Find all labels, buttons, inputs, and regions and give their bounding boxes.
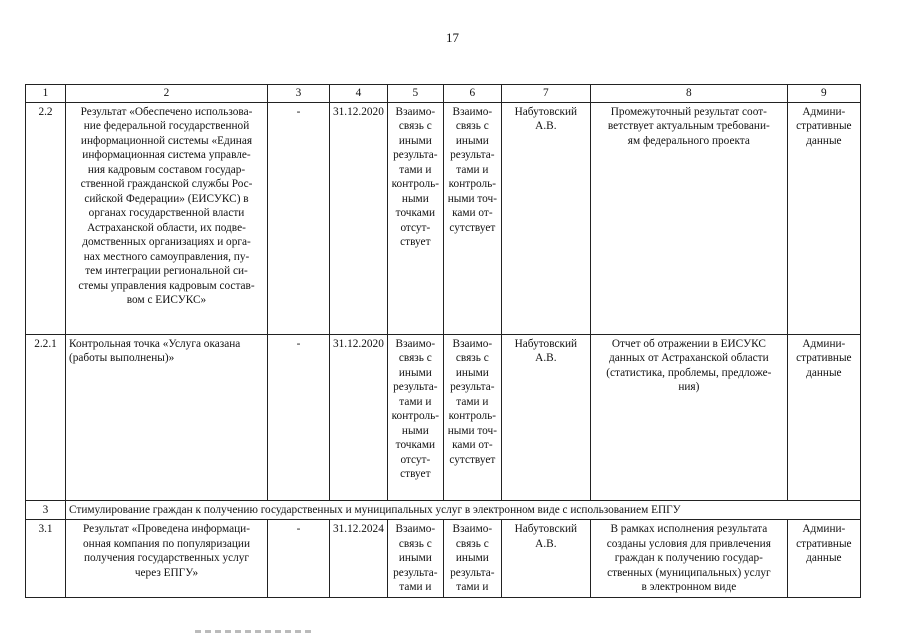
- text-line: сутствует: [449, 221, 496, 234]
- result-description: [590, 520, 787, 598]
- responsible-person: [501, 334, 590, 500]
- text-line: результа-: [393, 566, 438, 579]
- row-id: 2.2.1: [26, 334, 66, 500]
- text-line: (статистика, проблемы, предложе-: [606, 366, 772, 379]
- end-date: 31.12.2024: [330, 520, 388, 598]
- column-header: 5: [387, 85, 443, 103]
- responsible-person: [501, 102, 590, 334]
- text-line: ными точ-: [447, 424, 497, 437]
- text-line: стративные: [796, 537, 852, 550]
- result-description: [590, 102, 787, 334]
- text-line: Взаимо-: [395, 337, 436, 350]
- text-line: сийской Федерации» (ЕИСУКС) в: [84, 192, 249, 205]
- text-line: Набутовский: [514, 523, 578, 535]
- text-line: контроль-: [448, 178, 497, 190]
- data-source: [787, 102, 860, 334]
- text-line: иными: [398, 552, 432, 564]
- text-line: связь с: [455, 537, 489, 550]
- section-row: [26, 500, 861, 520]
- text-line: получения государственных услуг: [83, 552, 250, 564]
- text-line: ными: [401, 192, 429, 205]
- text-line: данные: [806, 134, 842, 147]
- text-line: данные: [806, 366, 842, 379]
- result-name: [66, 520, 268, 598]
- table-row: [26, 334, 861, 500]
- result-name: [66, 102, 268, 334]
- text-line: тами и: [456, 395, 489, 408]
- text-line: Взаимо-: [452, 105, 493, 118]
- page-number: 17: [446, 30, 459, 45]
- text-line: Взаимо-: [395, 105, 436, 118]
- column-header: 9: [787, 85, 860, 103]
- text-line: ние федеральной государственной: [83, 120, 250, 132]
- text-line: Набутовский: [514, 337, 578, 350]
- text-line: ными точ-: [447, 192, 497, 205]
- section-title: Стимулирование граждан к получению государственных и муниципальных услуг в электронном виде с использованием ЕПГУ: [66, 500, 861, 520]
- text-line: Отчет об отражении в ЕИСУКС: [611, 337, 766, 350]
- text-line: отсут-: [400, 221, 431, 234]
- text-line: тами и: [399, 581, 432, 593]
- text-line: ными: [401, 424, 429, 437]
- text-line: контроль-: [391, 178, 440, 190]
- text-line: Контрольная точка «Услуга оказана: [69, 337, 241, 350]
- text-line: контроль-: [448, 410, 497, 422]
- text-line: ния кадровым составом государ-: [87, 163, 246, 176]
- text-line: ям федерального проекта: [627, 134, 750, 147]
- relation-cell: [387, 520, 443, 598]
- start-date: -: [268, 520, 330, 598]
- text-line: иными: [398, 134, 432, 147]
- text-line: ками от-: [452, 207, 493, 219]
- row-id: 3.1: [26, 520, 66, 598]
- text-line: ветствует актуальным требовани-: [607, 120, 770, 132]
- text-line: в электронном виде: [641, 581, 737, 593]
- text-line: сутствует: [449, 453, 496, 466]
- text-line: результа-: [393, 381, 438, 393]
- text-line: иными: [455, 134, 489, 147]
- text-line: результа-: [450, 149, 495, 161]
- responsible-person: [501, 520, 590, 598]
- text-line: Набутовский: [514, 105, 578, 118]
- text-line: результа-: [450, 381, 495, 393]
- text-line: домственных организациях и орга-: [82, 236, 251, 248]
- relation-cell: [387, 102, 443, 334]
- text-line: информационная система управле-: [82, 149, 251, 161]
- text-line: информационной системы «Единая: [80, 134, 253, 147]
- data-source: [787, 334, 860, 500]
- text-line: А.В.: [535, 537, 557, 550]
- end-date: 31.12.2020: [330, 334, 388, 500]
- text-line: тами и: [399, 395, 432, 408]
- text-line: ствует: [400, 468, 431, 480]
- start-date: -: [268, 102, 330, 334]
- text-line: через ЕПГУ»: [134, 566, 199, 579]
- start-date: -: [268, 334, 330, 500]
- text-line: тами и: [456, 581, 489, 593]
- control-point-name: [66, 334, 268, 500]
- table-row: [26, 102, 861, 334]
- text-line: Промежуточный результат соот-: [610, 105, 767, 118]
- text-line: (работы выполнены)»: [69, 352, 175, 364]
- text-line: граждан к получению государ-: [614, 552, 763, 564]
- text-line: связь с: [398, 537, 432, 550]
- text-line: связь с: [398, 120, 432, 132]
- text-line: ственной гражданской службы Рос-: [80, 178, 253, 190]
- result-description: [590, 334, 787, 500]
- text-line: стемы управления кадровым состав-: [78, 279, 255, 292]
- text-line: органах государственной власти: [88, 207, 245, 219]
- text-line: точками: [395, 439, 436, 451]
- plan-table: [25, 84, 861, 598]
- text-line: ствует: [400, 236, 431, 248]
- relation-cell: [443, 520, 501, 598]
- text-line: Админи-: [802, 105, 846, 118]
- text-line: Результат «Обеспечено использова-: [80, 105, 253, 118]
- text-line: результа-: [393, 149, 438, 161]
- text-line: стративные: [796, 120, 852, 132]
- text-line: Взаимо-: [452, 337, 493, 350]
- column-header: 2: [66, 85, 268, 103]
- row-id: 2.2: [26, 102, 66, 334]
- text-line: данные: [806, 552, 842, 564]
- text-line: связь с: [398, 352, 432, 364]
- column-header: 3: [268, 85, 330, 103]
- text-line: Админи-: [802, 523, 846, 535]
- text-line: Астраханской области, их подве-: [87, 221, 246, 234]
- text-line: вом с ЕИСУКС»: [126, 294, 207, 306]
- text-line: Результат «Проведена информаци-: [83, 523, 250, 535]
- text-line: ственных (муниципальных) услуг: [607, 566, 771, 579]
- text-line: онная компания по популяризации: [83, 537, 250, 550]
- text-line: отсут-: [400, 453, 431, 466]
- section-id: 3: [26, 500, 66, 520]
- text-line: контроль-: [391, 410, 440, 422]
- table-row: [26, 520, 861, 598]
- column-header: 8: [590, 85, 787, 103]
- text-line: созданы условия для привлечения: [606, 537, 771, 550]
- data-source: [787, 520, 860, 598]
- column-header: 7: [501, 85, 590, 103]
- column-header: 1: [26, 85, 66, 103]
- text-line: В рамках исполнения результата: [610, 523, 768, 535]
- column-header: 6: [443, 85, 501, 103]
- column-header: 4: [330, 85, 388, 103]
- text-line: точками: [395, 207, 436, 219]
- text-line: ния): [678, 381, 700, 393]
- text-line: связь с: [455, 352, 489, 364]
- end-date: 31.12.2020: [330, 102, 388, 334]
- relation-cell: [443, 102, 501, 334]
- text-line: стративные: [796, 352, 852, 364]
- text-line: Взаимо-: [395, 523, 436, 535]
- relation-cell: [443, 334, 501, 500]
- text-line: нах местного самоуправления, пу-: [83, 250, 250, 263]
- text-line: результа-: [450, 566, 495, 579]
- text-line: данных от Астраханской области: [609, 352, 769, 364]
- relation-cell: [387, 334, 443, 500]
- text-line: иными: [398, 366, 432, 379]
- text-line: тем интеграции региональной си-: [85, 265, 248, 277]
- text-line: Взаимо-: [452, 523, 493, 535]
- text-line: тами и: [456, 163, 489, 176]
- text-line: Админи-: [802, 337, 846, 350]
- text-line: А.В.: [535, 352, 557, 364]
- header-row: [26, 85, 861, 103]
- text-line: А.В.: [535, 120, 557, 132]
- text-line: связь с: [455, 120, 489, 132]
- text-line: ками от-: [452, 439, 493, 451]
- scan-artifact: [195, 630, 315, 633]
- text-line: иными: [455, 552, 489, 564]
- text-line: иными: [455, 366, 489, 379]
- text-line: тами и: [399, 163, 432, 176]
